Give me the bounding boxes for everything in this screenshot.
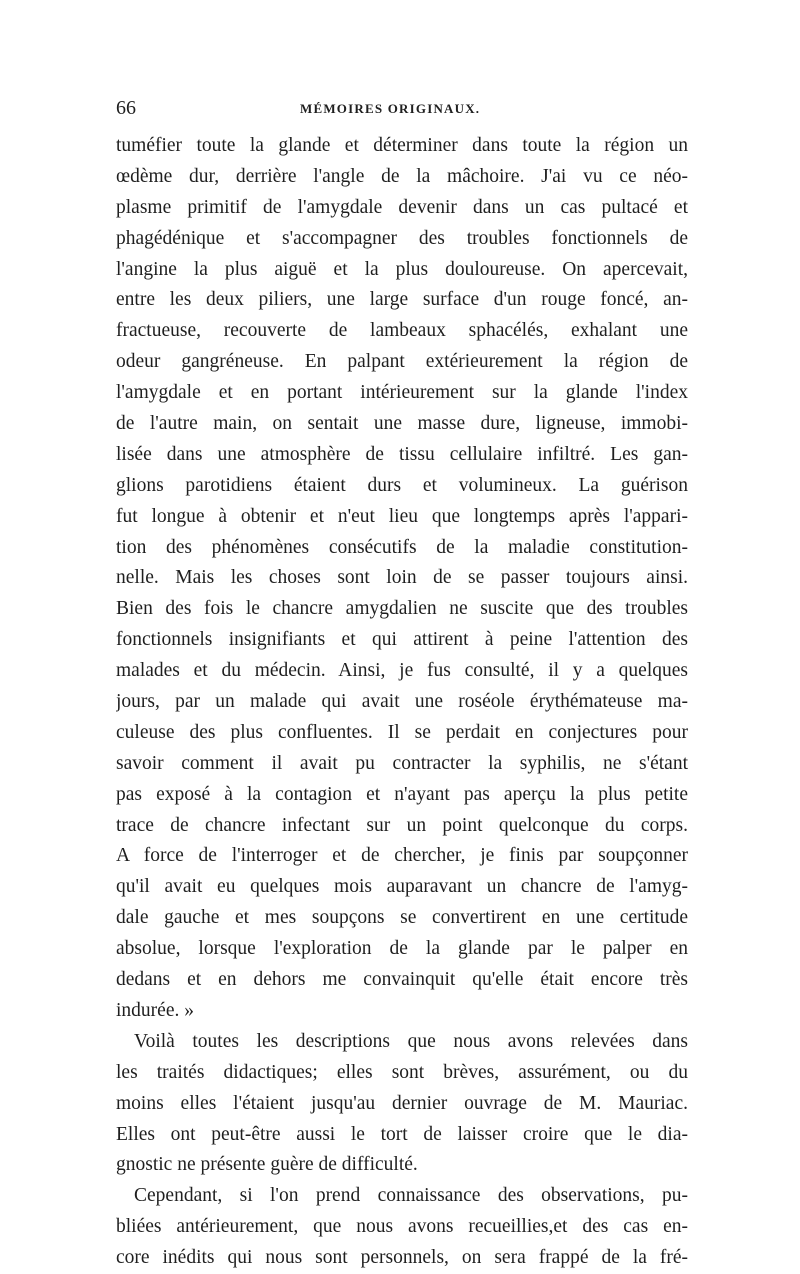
text-line: Bien des fois le chancre amygdalien ne suscite que des troubles xyxy=(116,598,688,620)
text-line: bliées antérieurement, que nous avons recueillies,et des cas en- xyxy=(116,1216,688,1238)
text-line: fonctionnels insignifiants et qui attirent à peine l'attention des xyxy=(116,629,688,651)
text-line: pas exposé à la contagion et n'ayant pas aperçu la plus petite xyxy=(116,783,688,805)
text-line: lisée dans une atmosphère de tissu cellulaire infiltré. Les gan- xyxy=(116,443,688,465)
text-line: les traités didactiques; elles sont brèves, assurément, ou du xyxy=(116,1061,688,1083)
text-line: nelle. Mais les choses sont loin de se passer toujours ainsi. xyxy=(116,567,688,589)
text-line: Elles ont peut-être aussi le tort de laisser croire que le dia- xyxy=(116,1123,688,1145)
text-line: entre les deux piliers, une large surface d'un rouge foncé, an- xyxy=(116,289,688,311)
text-line: trace de chancre infectant sur un point quelconque du corps. xyxy=(116,814,688,836)
running-head: MÉMOIRES ORIGINAUX. xyxy=(300,101,481,116)
text-line: A force de l'interroger et de chercher, je finis par soupçonner xyxy=(116,845,688,867)
text-line: fut longue à obtenir et n'eut lieu que longtemps après l'appari- xyxy=(116,505,688,527)
text-line: Voilà toutes les descriptions que nous avons relevées dans xyxy=(134,1030,688,1052)
text-line: de l'autre main, on sentait une masse dure, ligneuse, immobi- xyxy=(116,413,688,435)
body-text xyxy=(116,131,688,1274)
text-line: savoir comment il avait pu contracter la syphilis, ne s'étant xyxy=(116,752,688,774)
text-line: jours, par un malade qui avait une roséole érythémateuse ma- xyxy=(116,691,688,713)
text-line: Cependant, si l'on prend connaissance des observations, pu- xyxy=(134,1185,688,1207)
text-line: fractueuse, recouverte de lambeaux sphacélés, exhalant une xyxy=(116,320,688,342)
text-line: moins elles l'étaient jusqu'au dernier ouvrage de M. Mauriac. xyxy=(116,1092,688,1114)
text-line: plasme primitif de l'amygdale devenir dans un cas pultacé et xyxy=(116,196,688,218)
text-line: odeur gangréneuse. En palpant extérieurement la région de xyxy=(116,351,688,373)
text-line: œdème dur, derrière l'angle de la mâchoire. J'ai vu ce néo- xyxy=(116,165,688,187)
text-line: glions parotidiens étaient durs et volumineux. La guérison xyxy=(116,474,688,496)
text-line: l'angine la plus aiguë et la plus douloureuse. On apercevait, xyxy=(116,258,688,280)
text-line: indurée. » xyxy=(116,999,194,1021)
text-line: culeuse des plus confluentes. Il se perdait en conjectures pour xyxy=(116,721,688,743)
text-line: qu'il avait eu quelques mois auparavant un chancre de l'amyg- xyxy=(116,876,688,898)
text-line: malades et du médecin. Ainsi, je fus consulté, il y a quelques xyxy=(116,660,688,682)
text-line: tion des phénomènes consécutifs de la maladie constitution- xyxy=(116,536,688,558)
text-line: gnostic ne présente guère de difficulté. xyxy=(116,1154,418,1176)
text-line: dedans et en dehors me convainquit qu'elle était encore très xyxy=(116,969,688,991)
text-line: tuméfier toute la glande et déterminer dans toute la région un xyxy=(116,135,688,156)
text-line: core inédits qui nous sont personnels, on sera frappé de la fré- xyxy=(116,1247,688,1269)
text-line: phagédénique et s'accompagner des troubles fonctionnels de xyxy=(116,227,688,249)
page-number: 66 xyxy=(116,97,136,119)
text-line: absolue, lorsque l'exploration de la glande par le palper en xyxy=(116,938,688,960)
text-line: l'amygdale et en portant intérieurement sur la glande l'index xyxy=(116,382,688,404)
text-line: dale gauche et mes soupçons se convertirent en une certitude xyxy=(116,907,688,929)
